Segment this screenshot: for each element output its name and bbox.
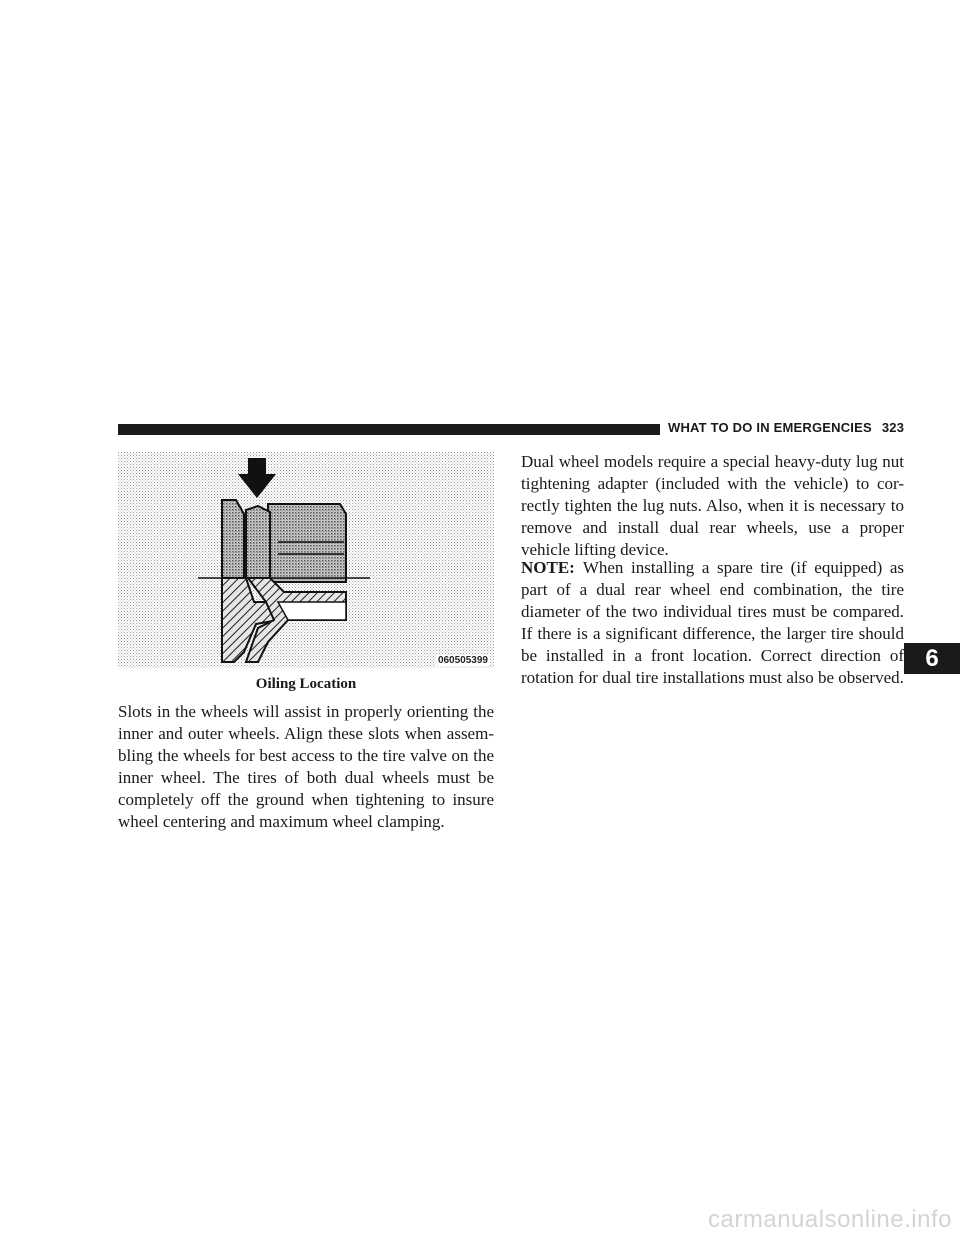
- left-paragraph: Slots in the wheels will assist in properly orienting the inner and outer wheels. Align these slots when assem-bling the wheels for best access to the tire valve on the inner wheel. The tires of both dual wheels must be completely off the ground when tightening to insure wheel centering and maximum wheel clamping.: [118, 702, 494, 831]
- watermark: carmanualsonline.info: [708, 1206, 952, 1233]
- page-number: 323: [881, 420, 905, 435]
- section-title: WHAT TO DO IN EMERGENCIES: [668, 420, 872, 435]
- dual-wheel-paragraph: Dual wheel models require a special heavy-duty lug nut tightening adapter (included with the vehicle) to cor-rectly tighten the lug nuts. Also, when it is necessary to remove and install dual rear wheels, use a proper vehicle lifting device.: [521, 452, 904, 559]
- header-rule: [118, 424, 660, 435]
- chapter-tab: 6: [904, 643, 960, 674]
- note-label: NOTE:: [521, 558, 575, 577]
- running-header: [668, 420, 904, 435]
- oiling-location-figure: [118, 452, 494, 668]
- note-paragraph: [521, 557, 904, 689]
- figure-caption: Oiling Location: [255, 676, 357, 692]
- note-text: When installing a spare tire (if equipped) as part of a dual rear wheel end combination, the tire diameter of the two individual tires must be compared. If there is a significant difference, the larger tire should be installed in a front location. Correct direction of rotation for dual tire installations must also be observed.: [521, 558, 904, 687]
- lug-nut-illustration: [118, 452, 494, 668]
- figure-code: 060505399: [437, 655, 488, 666]
